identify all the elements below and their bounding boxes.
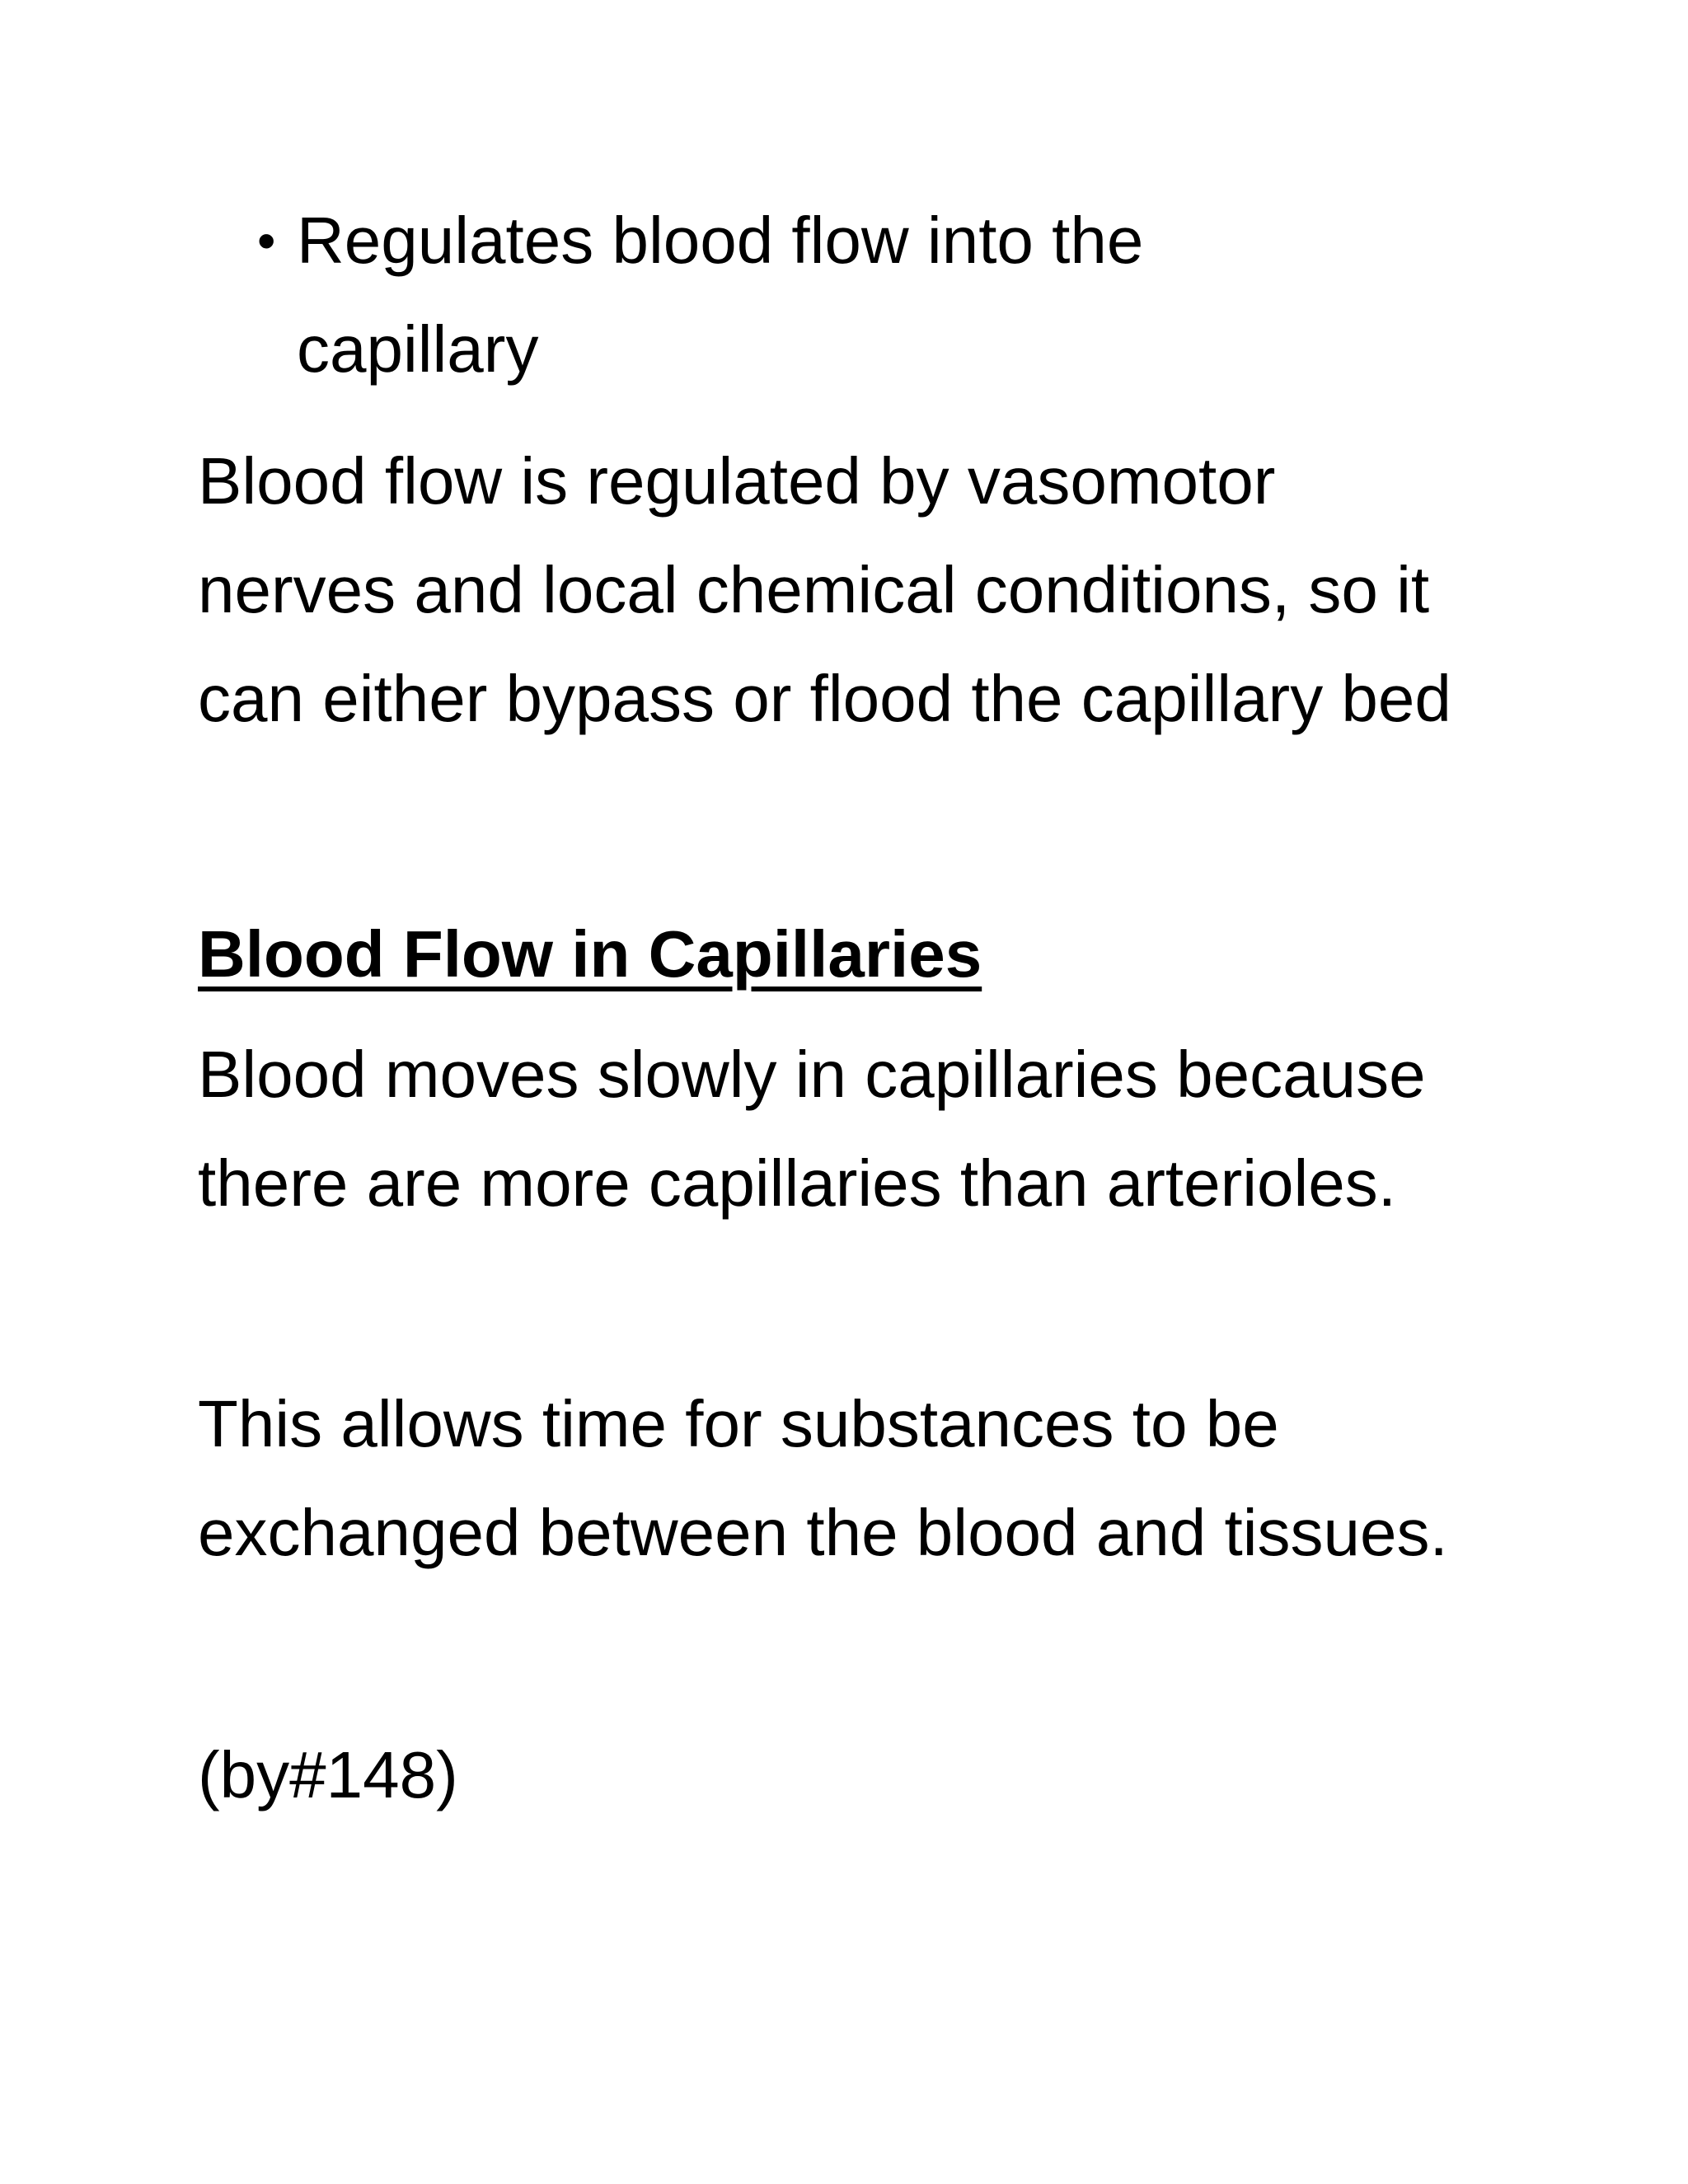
paragraph-regulation: Blood flow is regulated by vasomotor nerves and local chemical conditions, so it can either bypass or flood the capillary bed bbox=[198, 444, 1451, 735]
paragraph-slow-flow: Blood moves slowly in capillaries because there are more capillaries than arterioles. bbox=[198, 1038, 1426, 1220]
section-heading: Blood Flow in Capillaries bbox=[198, 917, 982, 991]
attribution-text: (by#148) bbox=[198, 1738, 458, 1811]
paragraph-exchange: This allows time for substances to be exchanged between the blood and tissues. bbox=[198, 1387, 1448, 1569]
bullet-item-text: Regulates blood flow into the capillary bbox=[297, 204, 1144, 386]
bullet-icon: • bbox=[257, 211, 276, 270]
bullet-list-item bbox=[247, 186, 1319, 404]
